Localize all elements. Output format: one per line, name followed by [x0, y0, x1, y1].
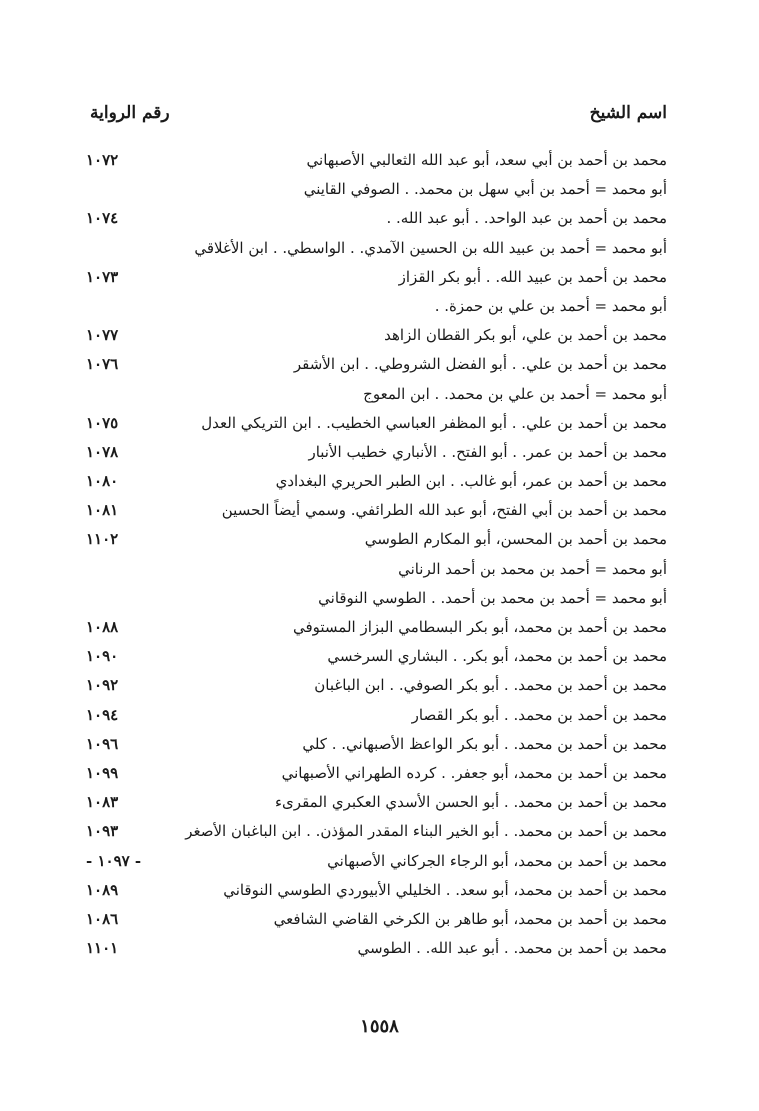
entry-name: محمد بن أحمد بن أبي سعد، أبو عبد الله الثعالبي الأصبهاني: [306, 151, 667, 169]
list-item: [86, 555, 667, 584]
entry-name: محمد بن أحمد بن محمد، أبو بكر. . البشاري السرخسي: [327, 647, 667, 666]
entry-name: محمد بن أحمد بن عمر. . أبو الفتح. . الأنباري خطيب الأنبار: [308, 442, 667, 461]
list-item: [86, 817, 667, 846]
list-item: [86, 204, 667, 233]
entry-name: محمد بن أحمد بن محمد. . أبو بكر الصوفي. . ابن الباغبان: [314, 676, 667, 695]
entry-name: محمد بن أحمد بن محمد. . أبو الخير البناء المقدر المؤذن. . ابن الباغبان الأصغر: [185, 822, 667, 841]
list-item: [86, 934, 667, 963]
entry-number: ١٠٨٩: [86, 880, 119, 899]
list-item: [86, 613, 667, 642]
list-item: [86, 263, 667, 292]
list-item: [86, 584, 667, 613]
list-item: [86, 671, 667, 700]
list-item: [86, 321, 667, 350]
entry-number: ١٠٧٨: [86, 442, 119, 461]
entry-number: ١٠٨٨: [86, 618, 119, 636]
entry-number: ١٠٩٢: [86, 676, 119, 695]
entry-name: محمد بن أحمد بن محمد، أبو جعفر. . كرده الطهراني الأصبهاني: [281, 763, 667, 782]
name-column-header: اسم الشيخ: [589, 103, 667, 123]
list-item: [86, 350, 667, 379]
entry-name: محمد بن أحمد بن علي. . أبو الفضل الشروطي. . ابن الأشقر: [293, 355, 667, 374]
entry-number: ١١٠٢: [86, 530, 119, 549]
entry-name: أبو محمد = أحمد بن عبيد الله بن الحسين الآمدي. . الواسطي. . ابن الأغلاقي: [194, 238, 667, 257]
entry-number: ١٠٩٤: [86, 705, 119, 724]
entry-number: ١٠٧٣: [86, 267, 119, 286]
list-item: [86, 730, 667, 759]
entry-name: محمد بن أحمد بن محمد، أبو سعد. . الخليلي الأبيوردي الطوسي النوقاني: [223, 880, 667, 899]
entry-number: ١٠٨٦: [86, 909, 119, 928]
entry-name: محمد بن أحمد بن عبد الواحد. . أبو عبد الله. .: [386, 209, 667, 228]
entry-number: ١٠٨٣: [86, 793, 119, 812]
list-item: [86, 759, 667, 788]
entry-list: [86, 146, 667, 963]
list-item: [86, 146, 667, 175]
entry-name: أبو محمد = أحمد بن علي بن محمد. . ابن المعوج: [363, 384, 667, 403]
entry-number: ١٠٧٧: [86, 326, 119, 345]
list-item: [86, 380, 667, 409]
entry-name: محمد بن أحمد بن محمد. . أبو عبد الله. . الطوسي: [357, 939, 667, 958]
entry-name: أبو محمد = أحمد بن أبي سهل بن محمد. . الصوفي القايني: [303, 180, 667, 199]
list-item: [86, 905, 667, 934]
list-item: [86, 642, 667, 671]
entry-name: محمد بن أحمد بن علي. . أبو المظفر العباسي الخطيب. . ابن التريكي العدل: [201, 413, 667, 432]
entry-name: محمد بن أحمد بن محمد، أبو بكر البسطامي البزاز المستوفي: [292, 618, 667, 636]
list-item: [86, 438, 667, 467]
entry-number: ١٠٨١: [86, 501, 119, 520]
entry-number: - ١٠٩٧ -: [86, 851, 142, 870]
entry-name: أبو محمد = أحمد بن محمد بن أحمد الرناني: [398, 559, 667, 578]
entry-number: ١٠٨٠: [86, 472, 119, 491]
entry-name: محمد بن أحمد بن عمر، أبو غالب. . ابن الطبر الحريري البغدادي: [275, 472, 667, 491]
entry-name: أبو محمد = أحمد بن علي بن حمزة. .: [434, 296, 667, 315]
entry-number: ١٠٧٢: [86, 151, 119, 169]
list-item: [86, 409, 667, 438]
entry-number: ١٠٩٦: [86, 734, 119, 753]
entry-name: محمد بن أحمد بن أبي الفتح، أبو عبد الله الطرائفي. وسمي أيضاً الحسين: [221, 501, 667, 520]
page-number: ١٥٥٨: [360, 1016, 399, 1037]
entry-name: محمد بن أحمد بن محمد، أبو الرجاء الجركاني الأصبهاني: [327, 851, 667, 870]
entry-number: ١٠٩٠: [86, 647, 119, 666]
list-item: [86, 525, 667, 554]
list-item: [86, 496, 667, 525]
entry-number: ١٠٩٩: [86, 763, 119, 782]
entry-number: ١٠٩٣: [86, 822, 119, 841]
list-item: [86, 292, 667, 321]
entry-name: محمد بن أحمد بن محمد. . أبو بكر الواعظ الأصبهاني. . كلي: [302, 734, 667, 753]
entry-number: ١٠٧٦: [86, 355, 119, 374]
entry-name: أبو محمد = أحمد بن محمد بن أحمد. . الطوسي النوقاني: [318, 588, 667, 607]
list-item: [86, 876, 667, 905]
table-header: [90, 98, 667, 128]
entry-number: ١١٠١: [86, 939, 119, 958]
entry-name: محمد بن أحمد بن المحسن، أبو المكارم الطوسي: [364, 530, 667, 549]
list-item: [86, 467, 667, 496]
entry-number: ١٠٧٥: [86, 413, 119, 432]
entry-name: محمد بن أحمد بن محمد، أبو طاهر بن الكرخي القاضي الشافعي: [273, 909, 667, 928]
entry-name: محمد بن أحمد بن علي، أبو بكر القطان الزاهد: [384, 326, 667, 345]
list-item: [86, 701, 667, 730]
list-item: [86, 234, 667, 263]
entry-name: محمد بن أحمد بن عبيد الله. . أبو بكر القزاز: [398, 267, 667, 286]
number-column-header: رقم الرواية: [90, 103, 170, 123]
list-item: [86, 847, 667, 876]
entry-number: ١٠٧٤: [86, 209, 119, 228]
entry-name: محمد بن أحمد بن محمد. . أبو الحسن الأسدي العكبري المقرىء: [275, 793, 667, 812]
entry-name: محمد بن أحمد بن محمد. . أبو بكر القصار: [411, 705, 667, 724]
list-item: [86, 175, 667, 204]
list-item: [86, 788, 667, 817]
